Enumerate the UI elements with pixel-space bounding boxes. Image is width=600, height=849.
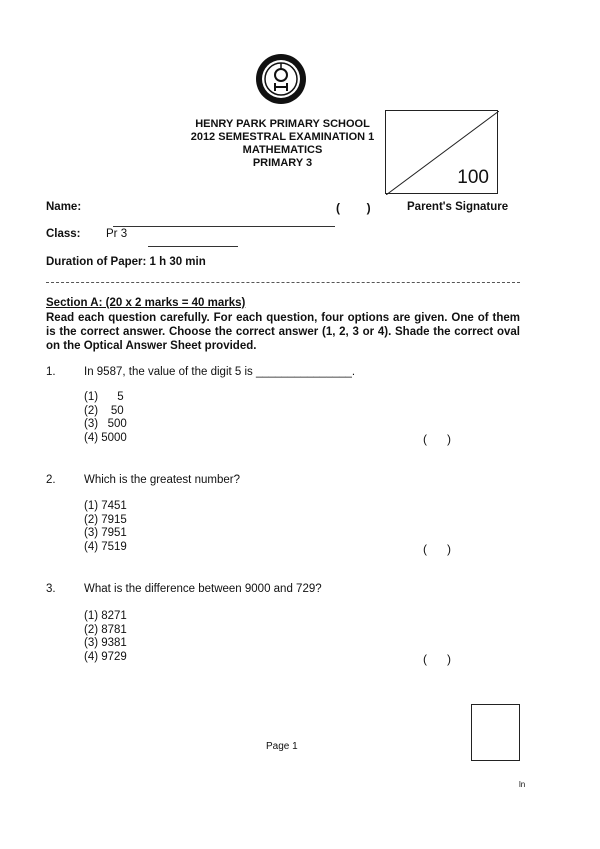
question-3-options	[84, 610, 127, 664]
corner-mark: ln	[519, 780, 526, 789]
question-1-option-1: (1) 5	[84, 391, 124, 403]
class-line	[148, 246, 238, 247]
question-2-answer-paren[interactable]: ( )	[423, 542, 451, 556]
score-box	[385, 110, 498, 194]
question-1-option-3: (3) 500	[84, 418, 127, 431]
question-1-number: 1.	[46, 366, 56, 378]
index-number-paren: ( )	[336, 201, 371, 215]
page-number: Page 1	[266, 741, 298, 752]
level-title: PRIMARY 3	[252, 157, 313, 169]
school-name: HENRY PARK PRIMARY SCHOOL	[195, 118, 370, 130]
subject-title: MATHEMATICS	[242, 144, 323, 156]
school-logo	[255, 53, 307, 105]
question-3-option-2: (2) 8781	[84, 623, 127, 636]
question-2-options	[84, 500, 127, 554]
parent-signature-label: Parent's Signature	[407, 201, 509, 213]
class-value: Pr 3	[106, 228, 128, 240]
class-label: Class:	[46, 228, 81, 240]
score-total: 100	[457, 167, 489, 188]
question-3-text: What is the difference between 9000 and 729?	[84, 583, 322, 595]
question-3-option-3: (3) 9381	[84, 637, 127, 650]
duration-text: Duration of Paper: 1 h 30 min	[46, 256, 206, 268]
section-instructions: Read each question carefully. For each question, four options are given. One of them is the correct answer. Choose the correct answer (1, 2, 3 or 4). Shade the correct oval on the Optical Answer Sheet provided.	[46, 312, 520, 352]
question-3-answer-paren[interactable]: ( )	[423, 652, 451, 666]
question-2-option-1: (1) 7451	[84, 500, 127, 512]
question-2-text: Which is the greatest number?	[84, 474, 240, 486]
question-3-option-4: (4) 9729	[84, 650, 127, 663]
name-line[interactable]	[113, 226, 335, 227]
question-2-option-2: (2) 7915	[84, 513, 127, 526]
question-1-option-2: (2) 50	[84, 404, 124, 417]
section-title: Section A: (20 x 2 marks = 40 marks)	[46, 297, 246, 309]
question-1-option-4: (4) 5000	[84, 431, 127, 444]
question-3-option-1: (1) 8271	[84, 610, 127, 622]
question-1-answer-paren[interactable]: ( )	[423, 432, 451, 446]
question-2-option-3: (3) 7951	[84, 527, 127, 540]
exam-title: 2012 SEMESTRAL EXAMINATION 1	[190, 131, 375, 143]
exam-header	[150, 118, 415, 170]
name-label: Name:	[46, 201, 82, 213]
question-2-number: 2.	[46, 474, 56, 486]
marks-box	[471, 704, 520, 761]
question-2-option-4: (4) 7519	[84, 540, 127, 553]
question-1-options	[84, 391, 127, 445]
separator-line	[46, 282, 520, 283]
question-1-text: In 9587, the value of the digit 5 is _______________.	[84, 366, 356, 378]
question-3-number: 3.	[46, 583, 56, 595]
